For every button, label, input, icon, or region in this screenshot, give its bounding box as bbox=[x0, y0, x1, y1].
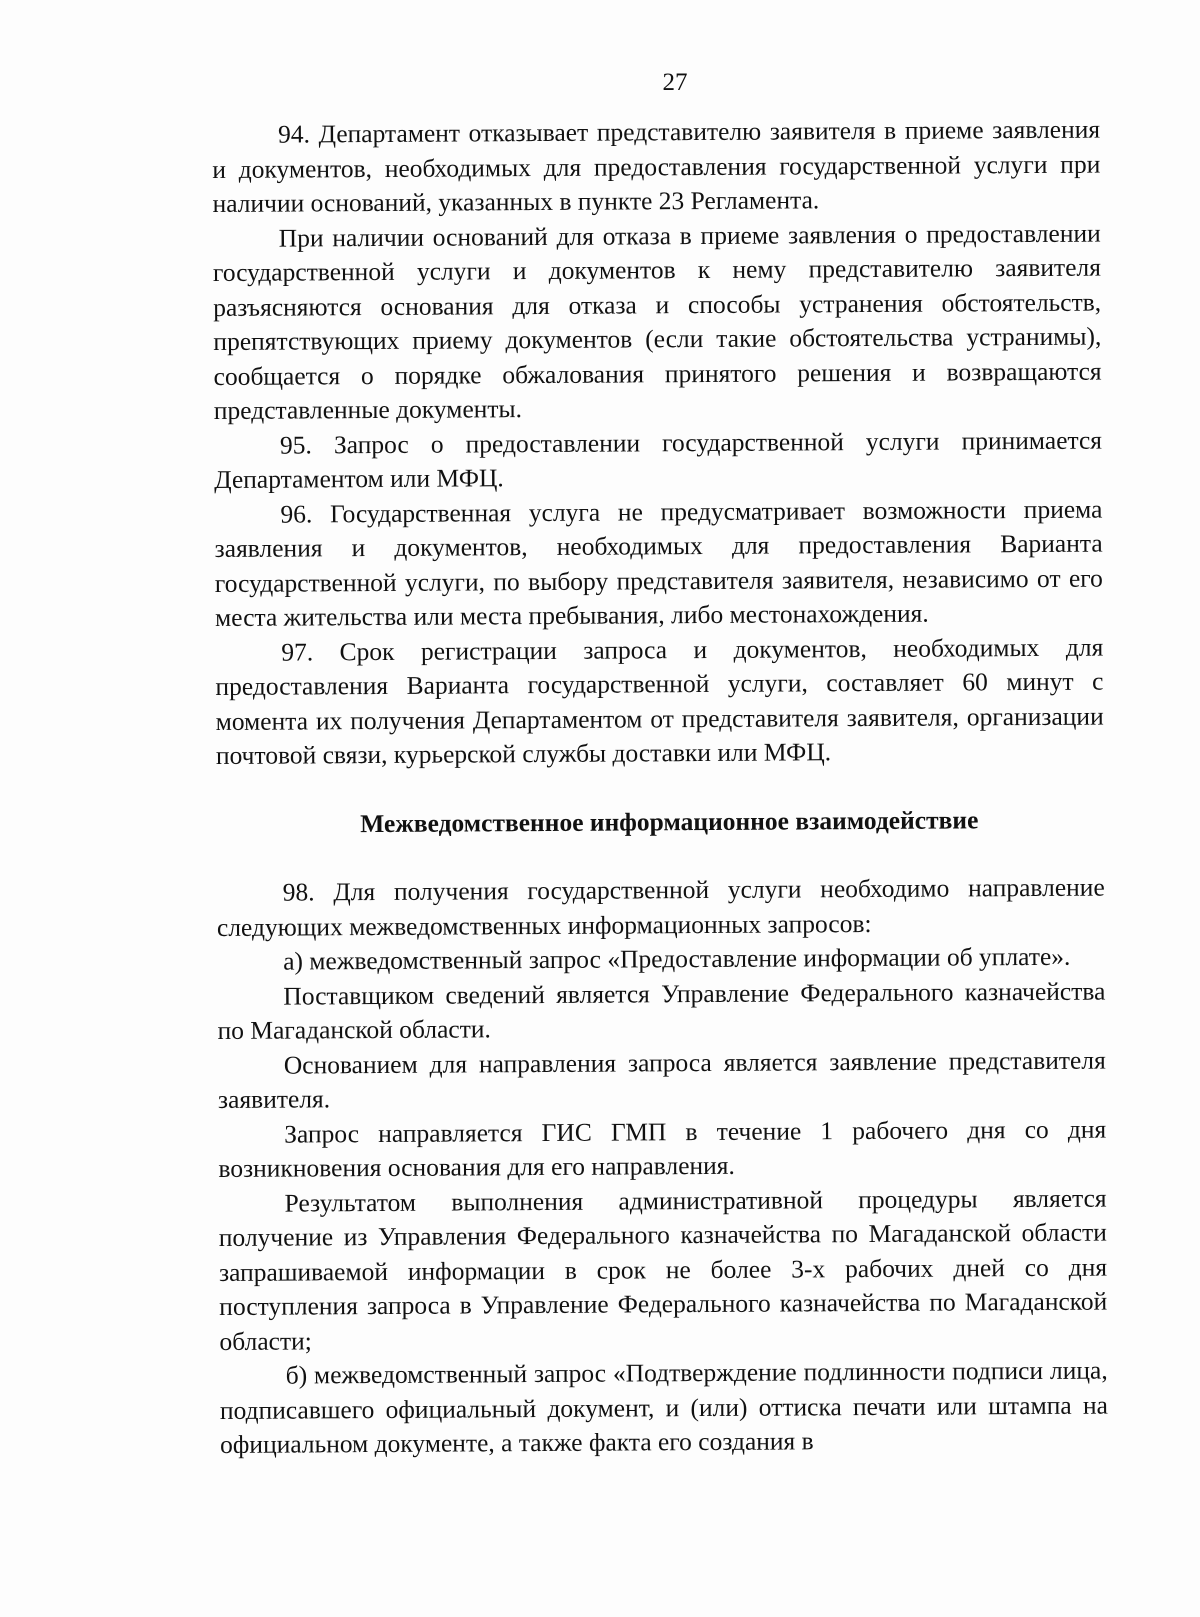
paragraph-94: 94. Департамент отказывает представителю заявителя в приеме заявления и документов, необходимых для предоставления государственной услуги при наличии оснований, указанных в пункте 23 Регламента. bbox=[212, 114, 1101, 218]
paragraph-94-refusal-details: При наличии оснований для отказа в приеме заявления о предоставлении государственной услуги и документов к нему представителю заявителя разъясняются основания для отказа и способы устранения обстоятельств, препятствующих приему документов (если такие обстоятельства устранимы), сообщается о порядке обжалования принятого решения и возвращаются представленные документы. bbox=[212, 218, 1102, 425]
paragraph-95: 95. Запрос о предоставлении государственной услуги принимается Департаментом или МФЦ. bbox=[214, 425, 1103, 494]
paragraph-98-b: б) межведомственный запрос «Подтверждение подлинности подписи лица, подписавшего официальный документ, и (или) оттиска печати или штампа на официальном документе, а также факта его создания в bbox=[219, 1355, 1108, 1459]
page-number: 27 bbox=[662, 69, 688, 96]
section-heading: Межведомственное информационное взаимодействие bbox=[360, 804, 979, 838]
paragraph-98-a-basis: Основанием для направления запроса является заявление представителя заявителя. bbox=[217, 1045, 1106, 1114]
paragraph-96: 96. Государственная услуга не предусматривает возможности приема заявления и документов, необходимых для предоставления Варианта государственной услуги, по выбору представителя заявителя, независимо от его места жительства или места пребывания, либо местонахождения. bbox=[214, 494, 1103, 632]
paragraph-98-a-sent: Запрос направляется ГИС ГМП в течение 1 рабочего дня со дня возникновения основания для его направления. bbox=[218, 1114, 1107, 1183]
paragraph-97: 97. Срок регистрации запроса и документов, необходимых для предоставления Варианта государственной услуги, составляет 60 минут с момента их получения Департаментом от представителя заявителя, организации почтовой связи, курьерской службы доставки или МФЦ. bbox=[215, 632, 1104, 770]
paragraph-98-a: а) межведомственный запрос «Предоставление информации об уплате». bbox=[283, 941, 1071, 976]
paragraph-98-a-result: Результатом выполнения административной процедуры является получение из Управления Федерального казначейства по Магаданской области запрашиваемой информации в срок не более 3-х рабочих дней со дня поступления запроса в Управление Федерального казначейства по Магаданской области; bbox=[218, 1183, 1108, 1356]
paragraph-98: 98. Для получения государственной услуги необходимо направление следующих межведомственных информационных запросов: bbox=[216, 872, 1105, 942]
paragraph-98-a-supplier: Поставщиком сведений является Управление Федерального казначейства по Магаданской области. bbox=[217, 976, 1106, 1045]
document-body bbox=[212, 113, 1108, 1463]
